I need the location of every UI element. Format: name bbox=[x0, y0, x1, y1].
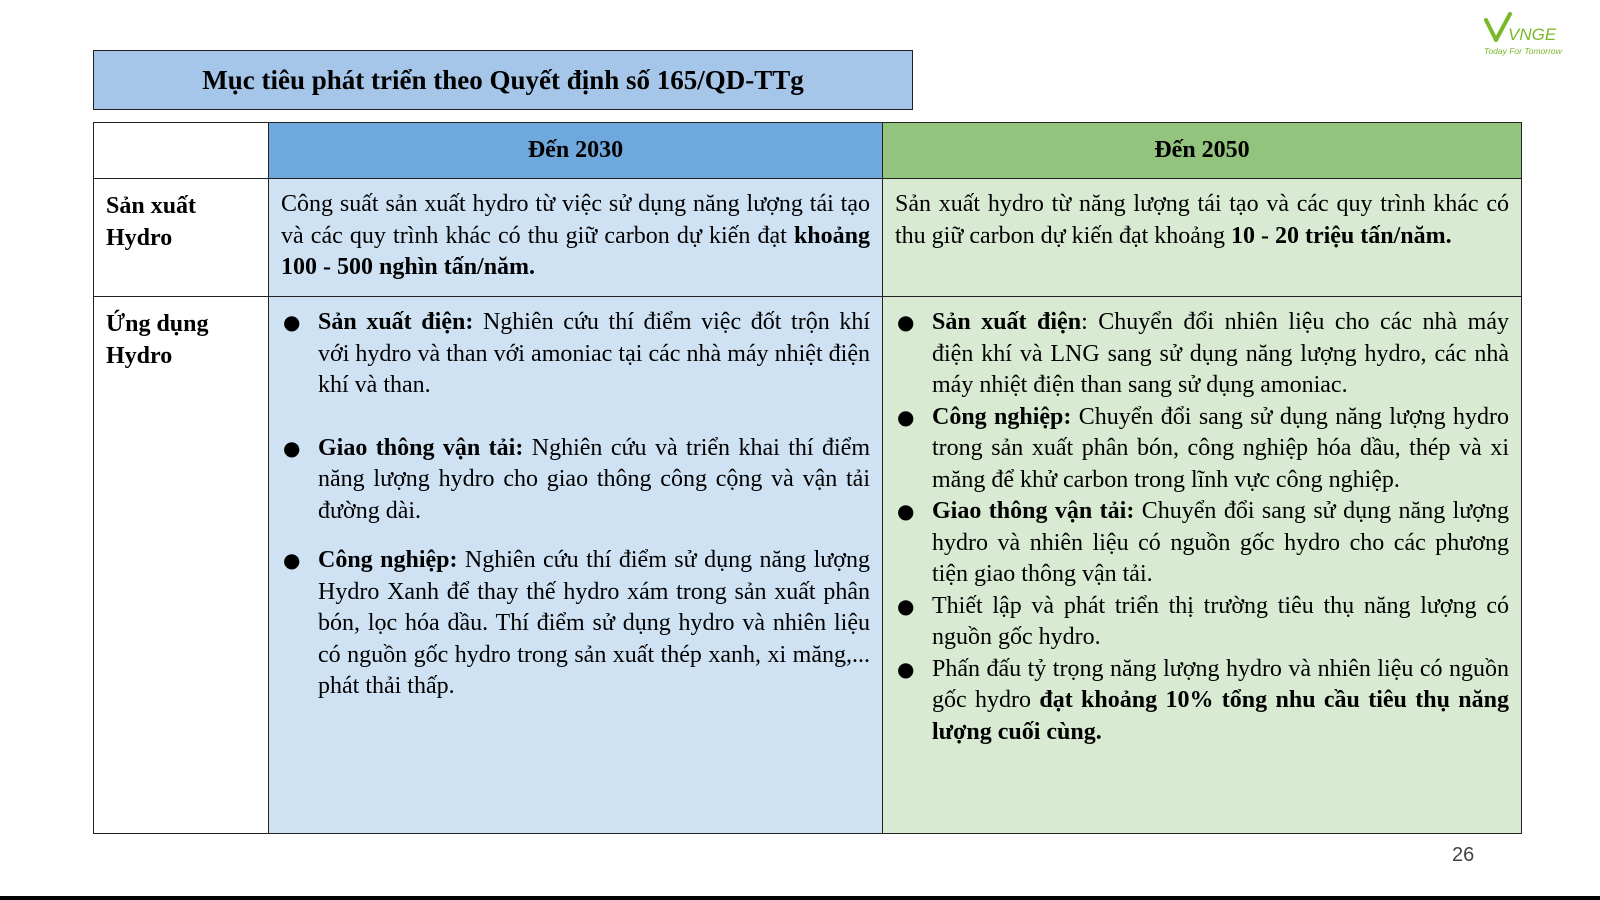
svg-text:VNGE: VNGE bbox=[1508, 25, 1557, 44]
table-row-production bbox=[94, 179, 1522, 297]
header-2030: Đến 2030 bbox=[269, 123, 883, 179]
table-row-application bbox=[94, 297, 1522, 834]
list-2050 bbox=[895, 307, 1509, 748]
list-item: ● Công nghiệp: Nghiên cứu thí điểm sử dụng năng lượng Hydro Xanh để thay thế hydro xám trong sản xuất phân bón, lọc hóa dầu. Thí điểm sử dụng hydro và nhiên liệu có nguồn gốc hydro trong sản xuất thép xanh, xi măng,... phát thải thấp. bbox=[281, 545, 870, 703]
list-item: ● Thiết lập và phát triển thị trường tiêu thụ năng lượng có nguồn gốc hydro. bbox=[895, 591, 1509, 654]
list-item: ● Sản xuất điện: Nghiên cứu thí điểm việc đốt trộn khí với hydro và than với amoniac tại các nhà máy nhiệt điện khí và than. bbox=[281, 307, 870, 402]
header-empty-cell bbox=[94, 123, 269, 179]
header-2050: Đến 2050 bbox=[883, 123, 1522, 179]
list-item: ● Phấn đấu tỷ trọng năng lượng hydro và nhiên liệu có nguồn gốc hydro đạt khoảng 10% tổng nhu cầu tiêu thụ năng lượng cuối cùng. bbox=[895, 654, 1509, 749]
targets-table bbox=[93, 122, 1522, 834]
table-header-row bbox=[94, 123, 1522, 179]
cell-application-2050 bbox=[883, 297, 1522, 834]
list-item: ● Giao thông vận tải: Nghiên cứu và triển khai thí điểm năng lượng hydro cho giao thông công cộng và vận tải đường dài. bbox=[281, 433, 870, 528]
list-item: ● Giao thông vận tải: Chuyển đổi sang sử dụng năng lượng hydro và nhiên liệu có nguồn gốc hydro cho các phương tiện giao thông vận tải. bbox=[895, 496, 1509, 591]
vnge-logo bbox=[1484, 10, 1596, 60]
row-label-application: Ứng dụng Hydro bbox=[94, 297, 269, 834]
list-2030 bbox=[281, 307, 870, 703]
list-item: ● Công nghiệp: Chuyển đổi sang sử dụng năng lượng hydro trong sản xuất phân bón, công nghiệp hóa dầu, thép và xi măng để khử carbon trong lĩnh vực công nghiệp. bbox=[895, 402, 1509, 497]
bottom-divider bbox=[0, 896, 1600, 900]
cell-application-2030 bbox=[269, 297, 883, 834]
page-number: 26 bbox=[1452, 844, 1475, 866]
list-item: ● Sản xuất điện: Chuyển đổi nhiên liệu cho các nhà máy điện khí và LNG sang sử dụng năng lượng hydro, các nhà máy nhiệt điện than sang sử dụng amoniac. bbox=[895, 307, 1509, 402]
cell-production-2030: Công suất sản xuất hydro từ việc sử dụng năng lượng tái tạo và các quy trình khác có thu giữ carbon dự kiến đạt khoảng 100 - 500 nghìn tấn/năm. bbox=[269, 179, 883, 297]
svg-text:Today For Tomorrow: Today For Tomorrow bbox=[1484, 46, 1562, 56]
row-label-production: Sản xuất Hydro bbox=[94, 179, 269, 297]
slide-title: Mục tiêu phát triển theo Quyết định số 165/QD-TTg bbox=[93, 50, 913, 110]
cell-production-2050: Sản xuất hydro từ năng lượng tái tạo và các quy trình khác có thu giữ carbon dự kiến đạt khoảng 10 - 20 triệu tấn/năm. bbox=[883, 179, 1522, 297]
